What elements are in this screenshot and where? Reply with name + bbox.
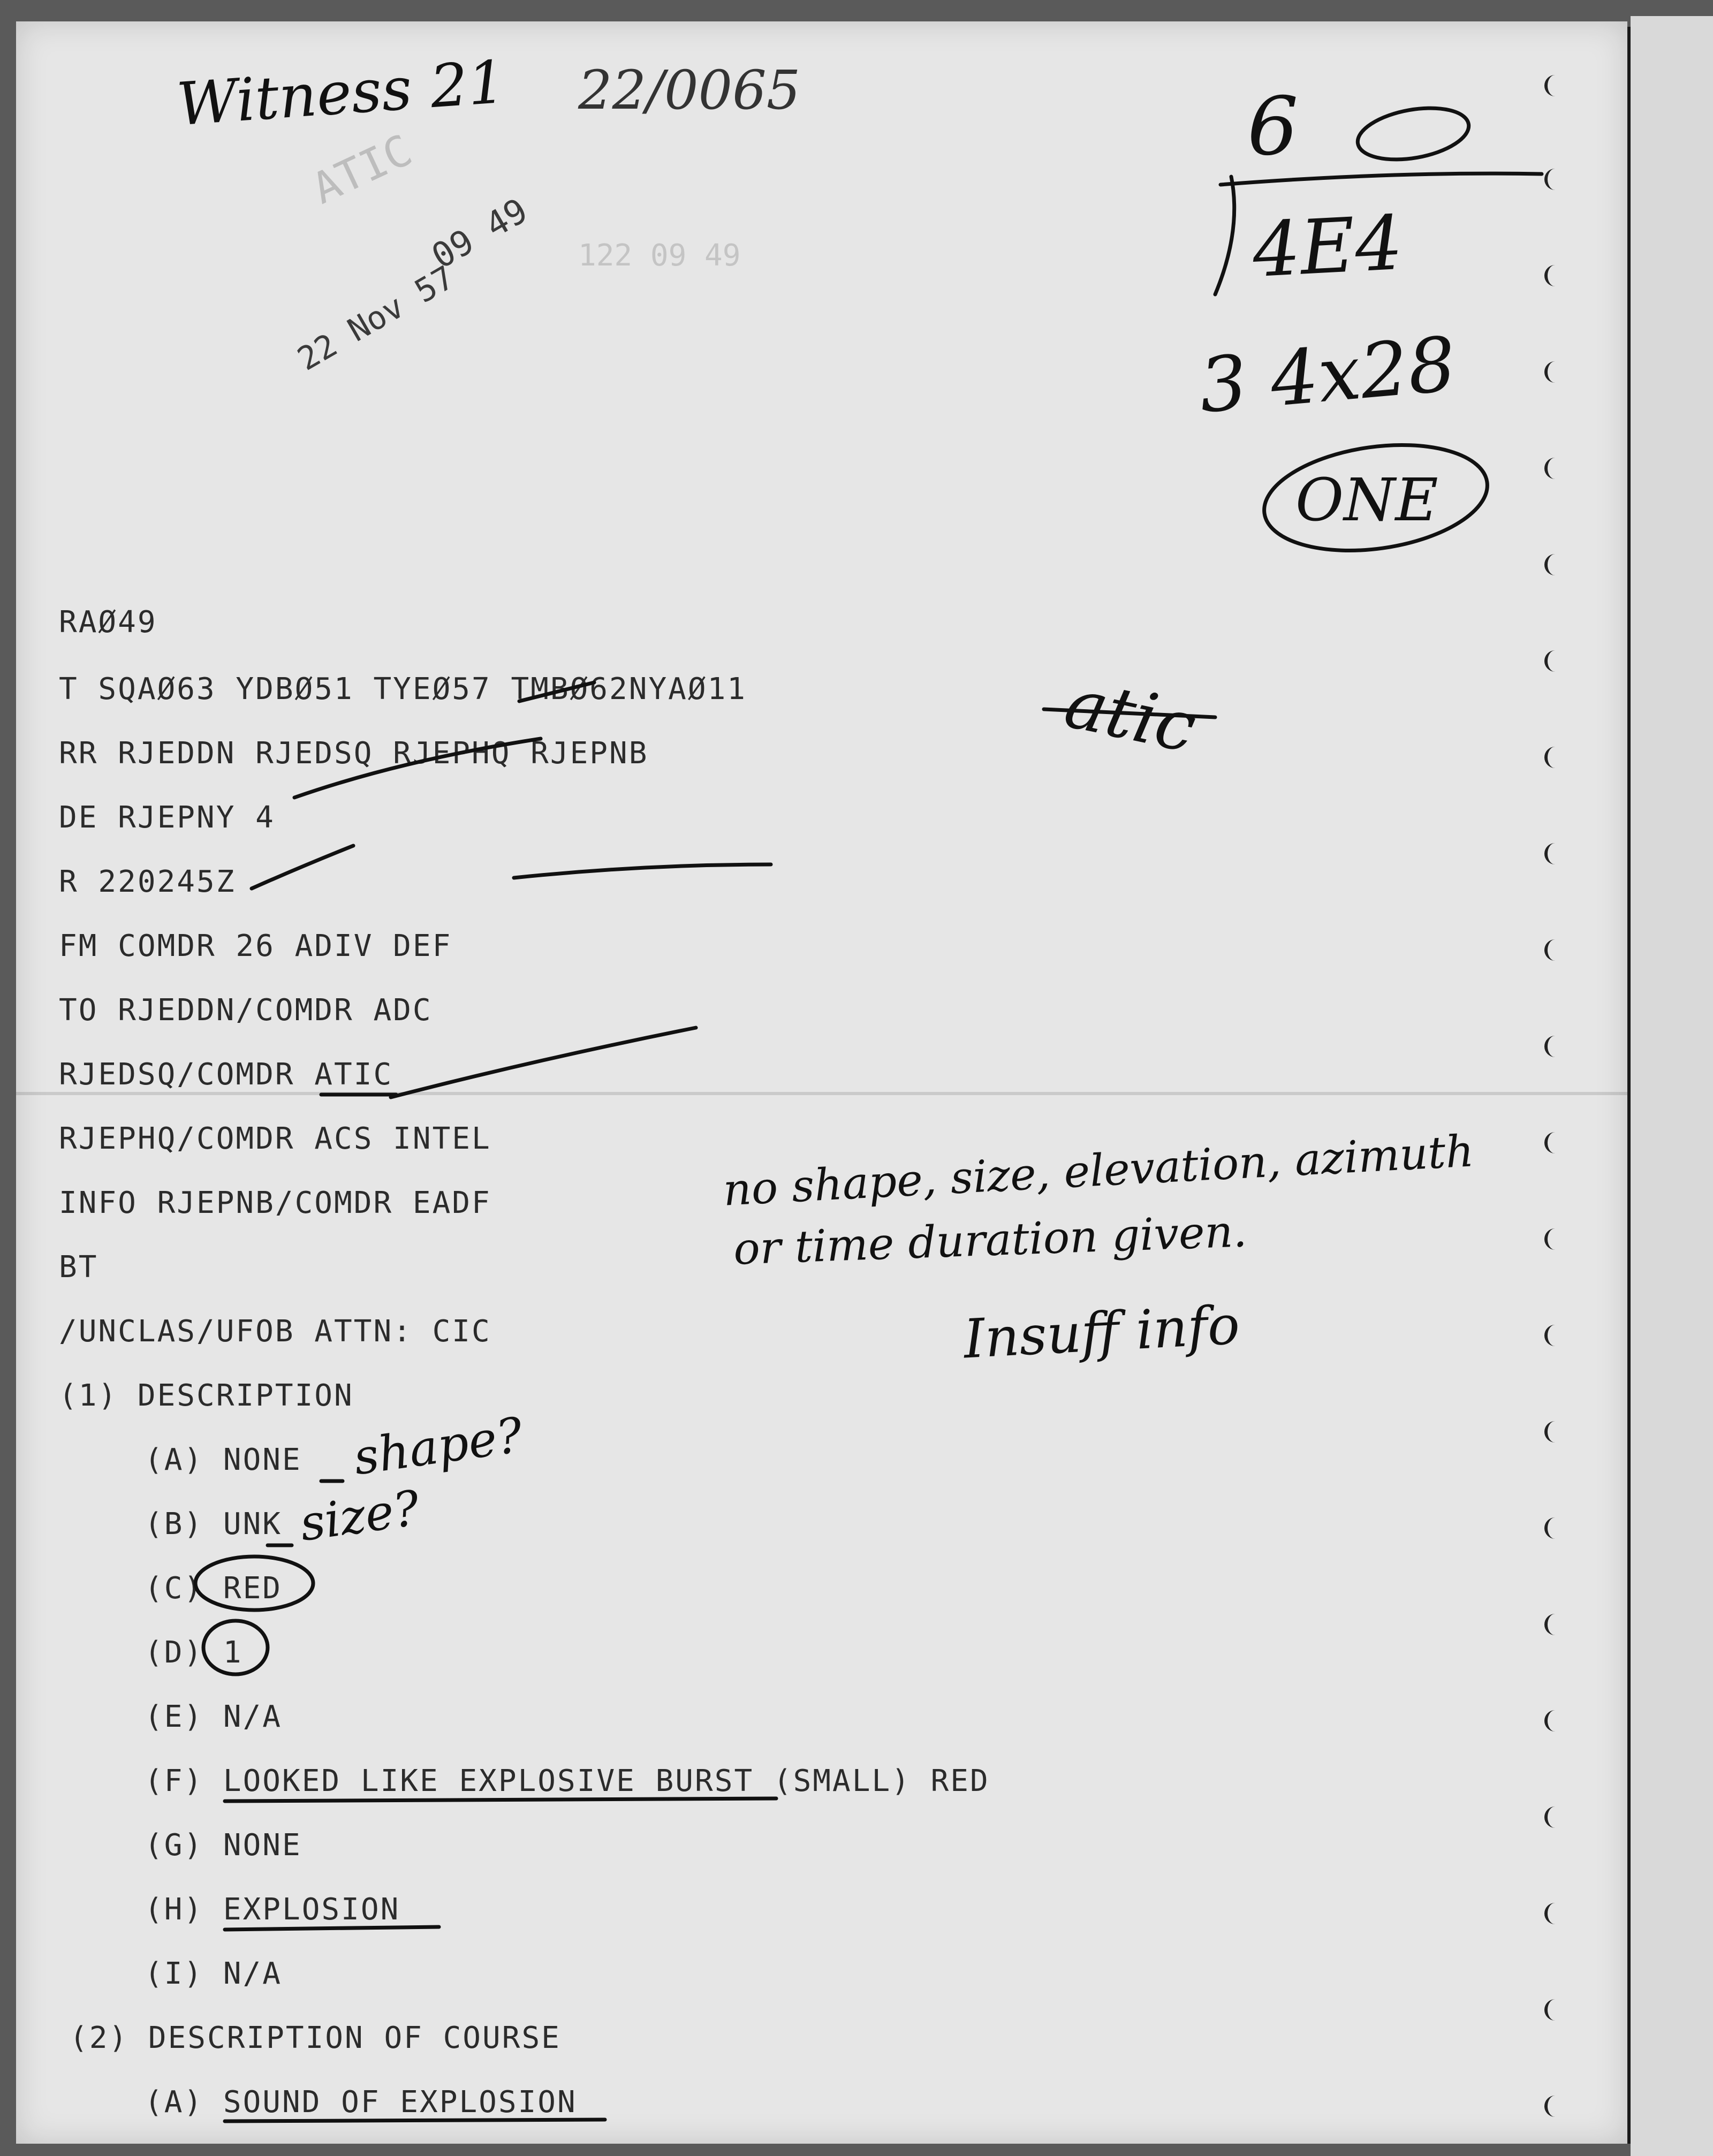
review-note-line2: or time duration given. (732, 1206, 1248, 1275)
message-line: FM COMDR 26 ADIV DEF (59, 929, 452, 963)
one-circle (1257, 432, 1494, 564)
faint-atic-stamp: ATIC (305, 125, 420, 214)
rjedsq-strike (294, 739, 541, 798)
sound-underline (225, 2120, 605, 2121)
message-line: TO RJEDDN/COMDR ADC (59, 993, 433, 1028)
tye-strike (519, 682, 594, 701)
message-line: (D) 1 (145, 1635, 243, 1670)
message-line: (A) SOUND OF EXPLOSION (145, 2085, 577, 2120)
message-line: (2) DESCRIPTION OF COURSE (70, 2021, 561, 2055)
atic-line (391, 1028, 696, 1097)
message-line: (B) UNK (145, 1507, 283, 1542)
message-line: R 220245Z (59, 864, 236, 899)
routing-code-4e4: 4E4 (1250, 199, 1405, 295)
message-line: RAØ49 (59, 605, 157, 640)
red-circle (195, 1557, 313, 1610)
message-line: T SQAØ63 YDBØ51 TYEØ57 TMBØ62NYAØ11 (59, 672, 747, 707)
message-line: BT (59, 1250, 98, 1285)
message-line: (A) NONE (145, 1443, 302, 1477)
message-line: (G) NONE (145, 1828, 302, 1863)
routing-code-34x28: 3 4x28 (1195, 321, 1459, 430)
atic-underline (1044, 709, 1215, 717)
brace-mark (1215, 177, 1234, 294)
shape-question-note: shape? (350, 1407, 526, 1486)
message-line: RJEPHQ/COMDR ACS INTEL (59, 1121, 491, 1156)
message-line: RR RJEDDN RJEDSQ RJEPHQ RJEPNB (59, 736, 649, 771)
routing-code-6: 6 (1247, 80, 1299, 173)
receipt-time-stamp: 09 49 (425, 191, 535, 277)
review-note-line1: no shape, size, elevation, azimuth (722, 1126, 1475, 1216)
message-line: (E) N/A (145, 1699, 283, 1734)
explosive-underline (225, 1798, 776, 1801)
witness-note: Witness 21 (175, 47, 508, 139)
message-line: (C) RED (145, 1571, 283, 1606)
file-number: 22/0065 (578, 59, 801, 122)
faint-stroke (514, 864, 771, 878)
message-line: (F) LOOKED LIKE EXPLOSIVE BURST (SMALL) RED (145, 1764, 990, 1798)
explosion-underline (225, 1927, 439, 1930)
strike-line (1221, 173, 1542, 185)
message-line: (I) N/A (145, 1956, 283, 1991)
routing-code-one: ONE (1295, 466, 1438, 534)
message-line: INFO RJEPNB/COMDR EADF (59, 1186, 491, 1220)
message-line: (H) EXPLOSION (145, 1892, 400, 1927)
review-note-line3: Insuff info (962, 1293, 1241, 1371)
dtg-stroke (252, 846, 353, 889)
message-line: DE RJEPNY 4 (59, 800, 275, 835)
message-line: (1) DESCRIPTION (59, 1378, 354, 1413)
faint-time-stamp: 122 09 49 (578, 238, 741, 273)
receipt-date-stamp: 22 Nov 57 (291, 259, 461, 378)
one-circle-d (203, 1621, 268, 1674)
scribble-circle (1354, 100, 1473, 167)
atic-margin-note: atic (1058, 662, 1203, 769)
message-line: RJEDSQ/COMDR ATIC (59, 1057, 393, 1092)
message-line: /UNCLAS/UFOB ATTN: CIC (59, 1314, 491, 1349)
size-question-note: size? (296, 1479, 423, 1553)
